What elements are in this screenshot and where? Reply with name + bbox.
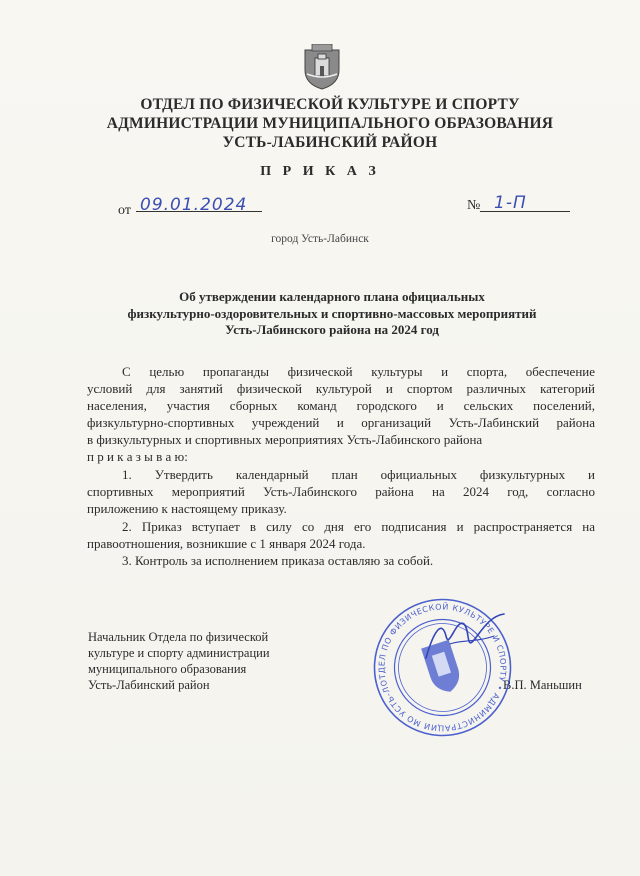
svg-text:ОТДЕЛ ПО ФИЗИЧЕСКОЙ КУЛЬТУРЕ И: ОТДЕЛ ПО ФИЗИЧЕСКОЙ КУЛЬТУРЕ И СПОРТУ • АДМИНИСТРАЦИИ МО УСТЬ-ЛАБИНСКИЙ xyxy=(377,602,508,733)
date-label: от xyxy=(118,203,131,218)
handwritten-number: 1-П xyxy=(494,193,527,213)
item-2-line: правоотношения, возникшие с 1 января 2024 года. xyxy=(87,536,366,551)
title-line-2: физкультурно-оздоровительных и спортивно-массовых мероприятий xyxy=(127,306,537,321)
city: город Усть-Лабинск xyxy=(271,233,369,245)
signatory-title-line: Усть-Лабинский район xyxy=(88,678,210,692)
org-name-line-2: АДМИНИСТРАЦИИ МУНИЦИПАЛЬНОГО ОБРАЗОВАНИЯ xyxy=(106,115,554,132)
coat-of-arms-icon xyxy=(303,44,341,90)
signatory-title-line: Начальник Отдела по физической xyxy=(88,630,269,644)
item-3-line: 3. Контроль за исполнением приказа оставляю за собой. xyxy=(122,553,434,568)
title-line-3: Усть-Лабинского района на 2024 год xyxy=(225,322,439,337)
order-word: п р и к а з ы в а ю: xyxy=(87,449,188,464)
paragraph-line: физкультурно-спортивных учреждений и организаций Усть-Лабинский района xyxy=(87,415,595,430)
org-name-line-1: ОТДЕЛ ПО ФИЗИЧЕСКОЙ КУЛЬТУРЕ И СПОРТУ xyxy=(140,96,520,113)
org-name-line-3: УСТЬ-ЛАБИНСКИЙ РАЙОН xyxy=(222,134,438,151)
paragraph-line: С целью пропаганды физической культуры и спорта, обеспечение xyxy=(122,364,595,379)
handwritten-signature xyxy=(420,610,510,670)
paragraph-line: условий для занятий физической культурой и спортом различных категорий xyxy=(87,381,595,396)
handwritten-date: 09.01.2024 xyxy=(140,195,248,215)
item-1-line: приложению к настоящему приказу. xyxy=(87,501,287,516)
item-1-line: 1. Утвердить календарный план официальных физкультурных и xyxy=(122,467,595,482)
signatory-title-line: муниципального образования xyxy=(88,662,247,676)
signatory-name: В.П. Маньшин xyxy=(503,678,582,692)
document-type: П Р И К А З xyxy=(260,164,380,179)
item-2-line: 2. Приказ вступает в силу со дня его подписания и распространяется на xyxy=(122,519,595,534)
title-line-1: Об утверждении календарного плана официальных xyxy=(179,289,485,304)
signatory-title-line: культуре и спорту администрации xyxy=(88,646,270,660)
item-1-line: спортивных мероприятий Усть-Лабинского района на 2024 год, согласно xyxy=(87,484,595,499)
paragraph-line: населения, участия сборных команд городского и сельских поселений, xyxy=(87,398,595,413)
number-label: № xyxy=(467,198,481,213)
paragraph-line: в физкультурных и спортивных мероприятиях Усть-Лабинского района xyxy=(87,432,483,447)
